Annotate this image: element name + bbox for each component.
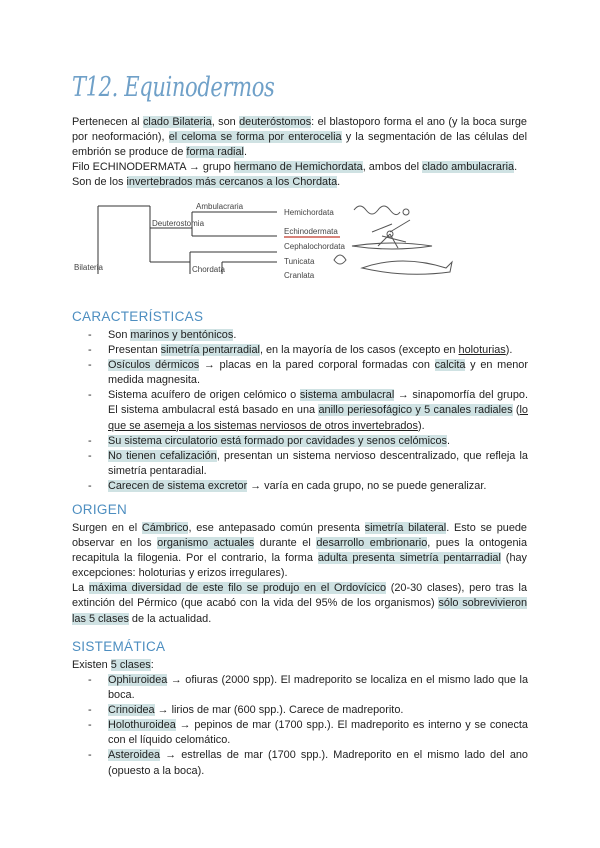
phylogeny-tree xyxy=(72,196,460,280)
highlighted-text: simetría pentarradial xyxy=(160,344,260,357)
text-run: (20-30 clases), pero tras la extinción del Pérmico (que acabó con la vida del 95% de los organismos) xyxy=(72,582,528,610)
list-item: - Asteroidea → estrellas de mar (1700 spp.). Madreporito en el mismo lado del ano (opuesto a la boca). xyxy=(88,749,528,777)
text-run: → placas en la pared corporal formadas con xyxy=(199,359,435,372)
text-run: → sinapomorfía del grupo. El sistema ambulacral está basado en una xyxy=(108,389,528,417)
label-ambulacraria: Ambulacraria xyxy=(196,202,244,211)
text-run: . xyxy=(446,434,451,447)
highlighted-text: simetría bilateral xyxy=(364,522,447,534)
label-echinodermata: Echinodermata xyxy=(284,227,338,236)
text-run: Pertenecen al xyxy=(72,116,143,128)
highlighted-text: anillo periesofágico y 5 canales radiales xyxy=(318,404,513,417)
text-run: , ambos del xyxy=(362,161,423,174)
text-run: durante el xyxy=(254,537,317,550)
text-run: de la actualidad. xyxy=(128,612,212,625)
highlighted-text: máxima diversidad de este filo se produjo en el Ordovícico xyxy=(88,582,387,595)
text-run: . xyxy=(514,161,518,174)
highlighted-text: hermano de Hemichordata xyxy=(233,161,363,174)
highlighted-text: Crinoidea xyxy=(108,704,155,717)
text-run: . Esto se puede observar en los xyxy=(72,522,527,550)
list-item: - Su sistema circulatorio está formado por cavidades y senos celómicos. xyxy=(88,434,451,447)
label-craniata: Cranlata xyxy=(284,271,315,280)
hemichordata-illustration xyxy=(354,206,409,215)
label-hemichordata: Hemichordata xyxy=(284,208,334,217)
text-run: → lirios de mar (600 spp.). Carece de madreporito. xyxy=(154,704,404,717)
cephalochordate-illustration xyxy=(352,243,432,249)
highlighted-text: clado ambulacraria xyxy=(422,161,515,174)
sistematica-list xyxy=(72,673,528,779)
heading-sistematica: SISTEMÁTICA xyxy=(72,639,166,654)
list-item: - Carecen de sistema excretor → varía en cada grupo, no se puede generalizar. xyxy=(88,479,487,492)
caracteristicas-list xyxy=(72,328,528,494)
list-item: - Presentan simetría pentarradial, en la mayoría de los casos (excepto en holoturias). xyxy=(88,344,513,357)
highlighted-text: No tienen cefalización xyxy=(108,449,217,462)
label-tunicata: Tunicata xyxy=(284,257,315,266)
tree-branches xyxy=(98,206,277,274)
label-deuterostomia: Deuterostomia xyxy=(152,219,205,228)
text-run: Filo ECHINODERMATA → grupo xyxy=(72,161,234,174)
underlined-text: holoturias xyxy=(458,344,506,357)
label-chordata: Chordata xyxy=(192,265,225,274)
highlighted-text: sólo sobrevivieron las 5 clases xyxy=(72,597,528,625)
text-run: ). xyxy=(505,344,513,357)
highlighted-text: forma radial xyxy=(186,146,244,159)
text-run: , ese antepasado común presenta xyxy=(188,522,365,534)
highlighted-text: clado Bilateria xyxy=(142,116,212,128)
list-item: - Ophiuroidea → ofiuras (2000 spp). El madreporito se localiza en el mismo lado que la boca. xyxy=(88,674,528,702)
list-item: - Crinoidea → lirios de mar (600 spp.). Carece de madreporito. xyxy=(88,704,404,717)
text-run: : el blastoporo forma el ano (y la boca surge por neoformación), xyxy=(72,116,527,144)
text-run: (hay excepciones: holoturias y erizos irregulares). xyxy=(72,552,527,580)
label-cephalochordata: Cephalochordata xyxy=(284,242,345,251)
text-run: , pues la ontogenia recapitula la filogenia. Por el contrario, la forma xyxy=(72,537,528,565)
highlighted-text: Cámbrico xyxy=(141,522,189,534)
highlighted-text: 5 clases xyxy=(110,659,151,671)
whale-illustration xyxy=(362,261,452,274)
intro-paragraph-1 xyxy=(72,115,527,160)
highlighted-text: deuteróstomos xyxy=(239,116,312,128)
text-run: La xyxy=(72,582,89,595)
highlighted-text: marinos y bentónicos xyxy=(130,329,234,341)
text-run: : xyxy=(150,659,154,671)
highlighted-text: Carecen de sistema excretor xyxy=(108,479,248,492)
highlighted-text: adulta presenta simetría pentarradial xyxy=(317,552,501,565)
highlighted-text: invertebrados más cercanos a los Chordata xyxy=(126,176,338,189)
text-run: . xyxy=(233,329,237,341)
list-item: - Holothuroidea → pepinos de mar (1700 spp.). El madreporito es interno y se conecta con el líquido celomático. xyxy=(88,719,528,747)
text-run: ( xyxy=(512,404,520,417)
intro-paragraph-2 xyxy=(72,160,527,175)
text-run: → pepinos de mar (1700 spp.). El madreporito es interno y se conecta con el líquido celomático. xyxy=(108,719,528,747)
highlighted-text: el celoma se forma por enterocelia xyxy=(168,131,342,144)
highlighted-text: Ophiuroidea xyxy=(108,674,168,686)
text-run: → varía en cada grupo, no se puede generalizar. xyxy=(247,479,487,492)
text-run: → estrellas de mar (1700 spp.). Madreporito en el mismo lado del ano (opuesto a la boca). xyxy=(108,749,528,777)
text-run: Existen xyxy=(72,659,111,671)
text-run: Son de los xyxy=(72,176,127,189)
highlighted-text: Su sistema circulatorio está formado por cavidades y senos celómicos xyxy=(108,434,447,447)
text-run: Presentan xyxy=(108,344,161,357)
text-run: → ofiuras (2000 spp). El madreporito se localiza en el mismo lado que la boca. xyxy=(108,674,528,702)
highlighted-text: Osículos dérmicos xyxy=(108,359,200,372)
text-run: . xyxy=(243,146,247,159)
highlighted-text: sistema ambulacral xyxy=(299,389,395,402)
origen-block xyxy=(72,521,527,627)
heading-origen: ORIGEN xyxy=(72,502,128,517)
text-run: Surgen en el xyxy=(72,522,142,534)
intro-paragraph-3 xyxy=(72,175,527,190)
sistematica-intro xyxy=(72,658,527,673)
text-run: y en menor medida magnesita. xyxy=(108,359,528,387)
phylogeny-diagram xyxy=(72,196,460,280)
text-run: . xyxy=(337,176,341,189)
intro-block xyxy=(72,115,527,190)
highlighted-text: organismo actuales xyxy=(157,537,255,550)
origen-paragraph-1 xyxy=(72,521,527,581)
highlighted-text: Asteroidea xyxy=(108,749,161,762)
text-run: Son xyxy=(108,329,131,341)
list-item: - No tienen cefalización, presentan un sistema nervioso descentralizado, que refleja la simetría pentaradial. xyxy=(88,449,528,477)
text-run: , en la mayoría de los casos (excepto en xyxy=(259,344,459,357)
heading-caracteristicas: CARACTERÍSTICAS xyxy=(72,309,204,324)
text-run: , presentan un sistema nervioso descentralizado, que refleja la simetría pentaradial. xyxy=(108,449,528,477)
list-item: - Osículos dérmicos → placas en la pared corporal formadas con calcita y en menor medida magnesita. xyxy=(88,359,528,387)
text-run: Sistema acuífero de origen celómico o xyxy=(108,389,300,402)
highlighted-text: calcita xyxy=(434,359,466,372)
highlighted-text: desarrollo embrionario xyxy=(316,537,428,550)
text-run: y la segmentación de las células del embrión se produce de xyxy=(72,131,527,159)
origen-paragraph-2 xyxy=(72,581,527,626)
tunicate-illustration xyxy=(334,255,346,264)
highlighted-text: Holothuroidea xyxy=(108,719,176,732)
underlined-text: lo que se asemeja a los sistemas nerviosos de otros invertebrados xyxy=(108,404,528,432)
list-item: - Son marinos y bentónicos. xyxy=(88,329,237,341)
page-title: T12. Equinodermos xyxy=(72,72,275,103)
label-bilateria: Bilateria xyxy=(74,263,103,272)
text-run: ). xyxy=(417,419,425,432)
text-run: , son xyxy=(211,116,240,128)
list-item: - Sistema acuífero de origen celómico o sistema ambulacral → sinapomorfía del grupo. El sistema ambulacral está basado en una anillo periesofágico y 5 canales radiales (lo que se asemeja a los sistemas nerviosos de otros invertebrados). xyxy=(88,389,528,432)
